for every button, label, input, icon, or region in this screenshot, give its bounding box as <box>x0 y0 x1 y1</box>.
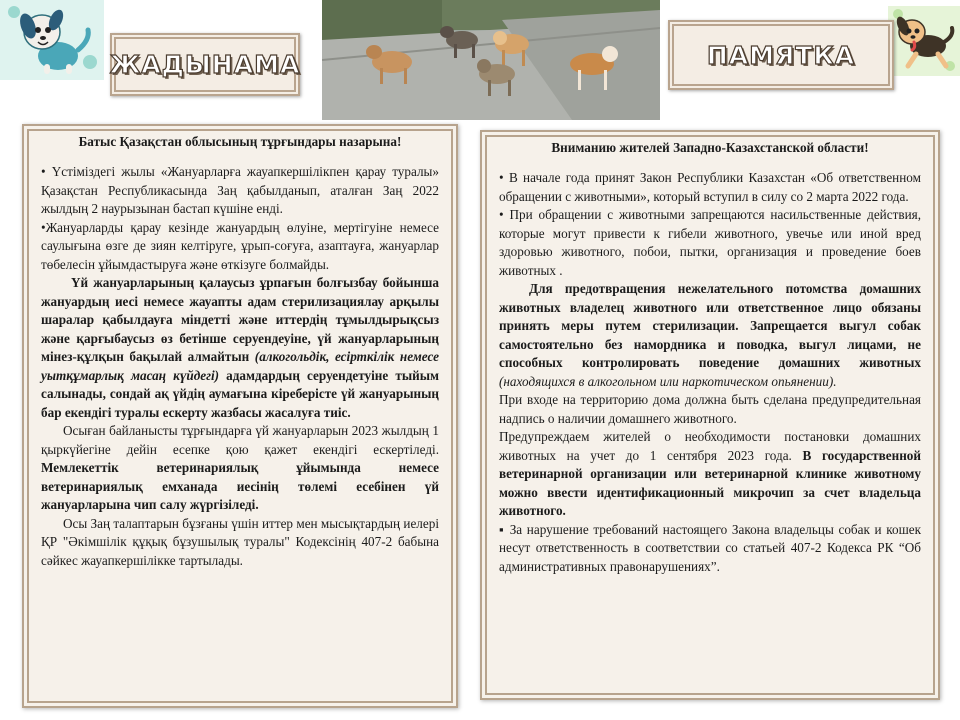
kazakh-paragraph-3-italic: (алкогольдік, есірткілік немесе уытқұмарлық масаң күйдегі) <box>41 349 439 383</box>
russian-paragraph-3-text-a: Для предотвращения нежелательного потомства домашних животных владелец животного или ответственное лицо обязаны принять меры путем стерилизации. Запрещается выгул собак самостоятельно без намордника и поводка, выгул лицами, не способных контролировать поведение домашних животных <box>499 281 921 371</box>
kazakh-paragraph-1: • Үстіміздегі жылы «Жануарларға жауапкершілікпен қарау туралы» Қазақстан Республикасында Заң қабылданып, аталған Заң 2022 жылдың 2 наурызынан бастап күшіне енді. <box>41 164 439 217</box>
kazakh-paragraph-3-text-b: адамдардың серуендетуіне тыйым салынады, сондай ақ үйдің аумағына кіреберісте үй жануарының бар екендігі туралы ескерту жазбасы жасалуға тиіс. <box>41 367 439 420</box>
russian-paragraph-5-text-a: Предупреждаем жителей о необходимости постановки домашних животных на учет до 1 сентября 2023 года. <box>499 429 921 463</box>
kazakh-paragraph-3-text-a: Үй жануарларының қалаусыз ұрпағын болғызбау бойынша жануардың иесі немесе жауапты адам стерилизациялау арқылы шаралар қабылдауға міндетті және иттердің тұмылдырықсыз және қарғыбаусыз өз бетінше серуендеуіне, үй жануарларының мінез-құлқын бақылай алмайтын <box>41 275 439 365</box>
russian-heading: Вниманию жителей Западно-Казахстанской области! <box>551 140 869 155</box>
kazakh-paragraph-3 <box>41 274 439 422</box>
russian-paragraph-4: При входе на территорию дома должна быть сделана предупредительная надпись о наличии домашнего животного. <box>499 392 921 426</box>
title-box-kazakh <box>110 33 300 96</box>
kazakh-paragraph-4-bold: Мемлекеттік ветеринариялық ұйымында немесе ветеринариялық емханада иесінің төлемі есебінен үй жануарларына чип салу жүргізіледі. <box>41 460 439 513</box>
kazakh-paragraph-4-text-a: Осыған байланысты тұрғындарға үй жануарларын 2023 жылдың 1 қыркүйегіне дейін есепке қою қажет екендігі ескертіледі. <box>41 423 439 457</box>
kazakh-text-panel <box>22 124 458 708</box>
russian-paragraph-2: • При обращении с животными запрещаются насильственные действия, которые могут привести к гибели животного, увечье или иной вред здоровью животного, побои, пытки, организация и проведение боев животных . <box>499 207 921 278</box>
kazakh-heading: Батыс Қазақстан облысының тұрғындары назарына! <box>78 134 402 149</box>
kazakh-paragraph-2: •Жануарларды қарау кезінде жануардың өлуіне, мертігуіне немесе саулығына өзге де зиян келтіруге, ұрып-соғуға, азаптауға, жануарлар төбелесін ұйымдастыруға және өткізуге болмайды. <box>41 219 439 272</box>
title-kazakh: ЖАДЫНАМА <box>109 50 301 79</box>
cartoon-dog-icon <box>0 0 104 80</box>
kazakh-paragraph-4 <box>41 422 439 514</box>
russian-paragraph-1: • В начале года принят Закон Республики Казахстан «Об ответственном обращении с животными», который вступил в силу со 2 марта 2022 года. <box>499 170 921 204</box>
stray-dogs-photo <box>322 0 660 120</box>
russian-paragraph-5-bold: В государственной ветеринарной организации или ветеринарной клинике животному можно ввести идентификационный микрочип за счет владельца животного. <box>499 447 921 519</box>
russian-paragraph-5 <box>499 428 921 520</box>
title-russian: ПАМЯТКА <box>706 40 856 70</box>
title-box-russian <box>668 20 894 90</box>
russian-paragraph-3 <box>499 280 921 391</box>
kazakh-paragraph-5: Осы Заң талаптарын бұзғаны үшін иттер мен мысықтардың иелері ҚР "Әкімшілік құқық бұзушылық туралы" Кодексінің 407-2 бабына сәйкес жауапкершілікке тартылады. <box>41 515 439 568</box>
running-dog-icon <box>888 6 960 76</box>
russian-paragraph-6: ▪ За нарушение требований настоящего Закона владельцы собак и кошек несут ответственность в соответствии со статьей 407-2 Кодекса РК “Об административных правонарушениях”. <box>499 521 921 574</box>
russian-text-panel <box>480 130 940 700</box>
russian-paragraph-3-italic: (находящихся в алкогольном или наркотическом опьянении). <box>499 373 837 389</box>
